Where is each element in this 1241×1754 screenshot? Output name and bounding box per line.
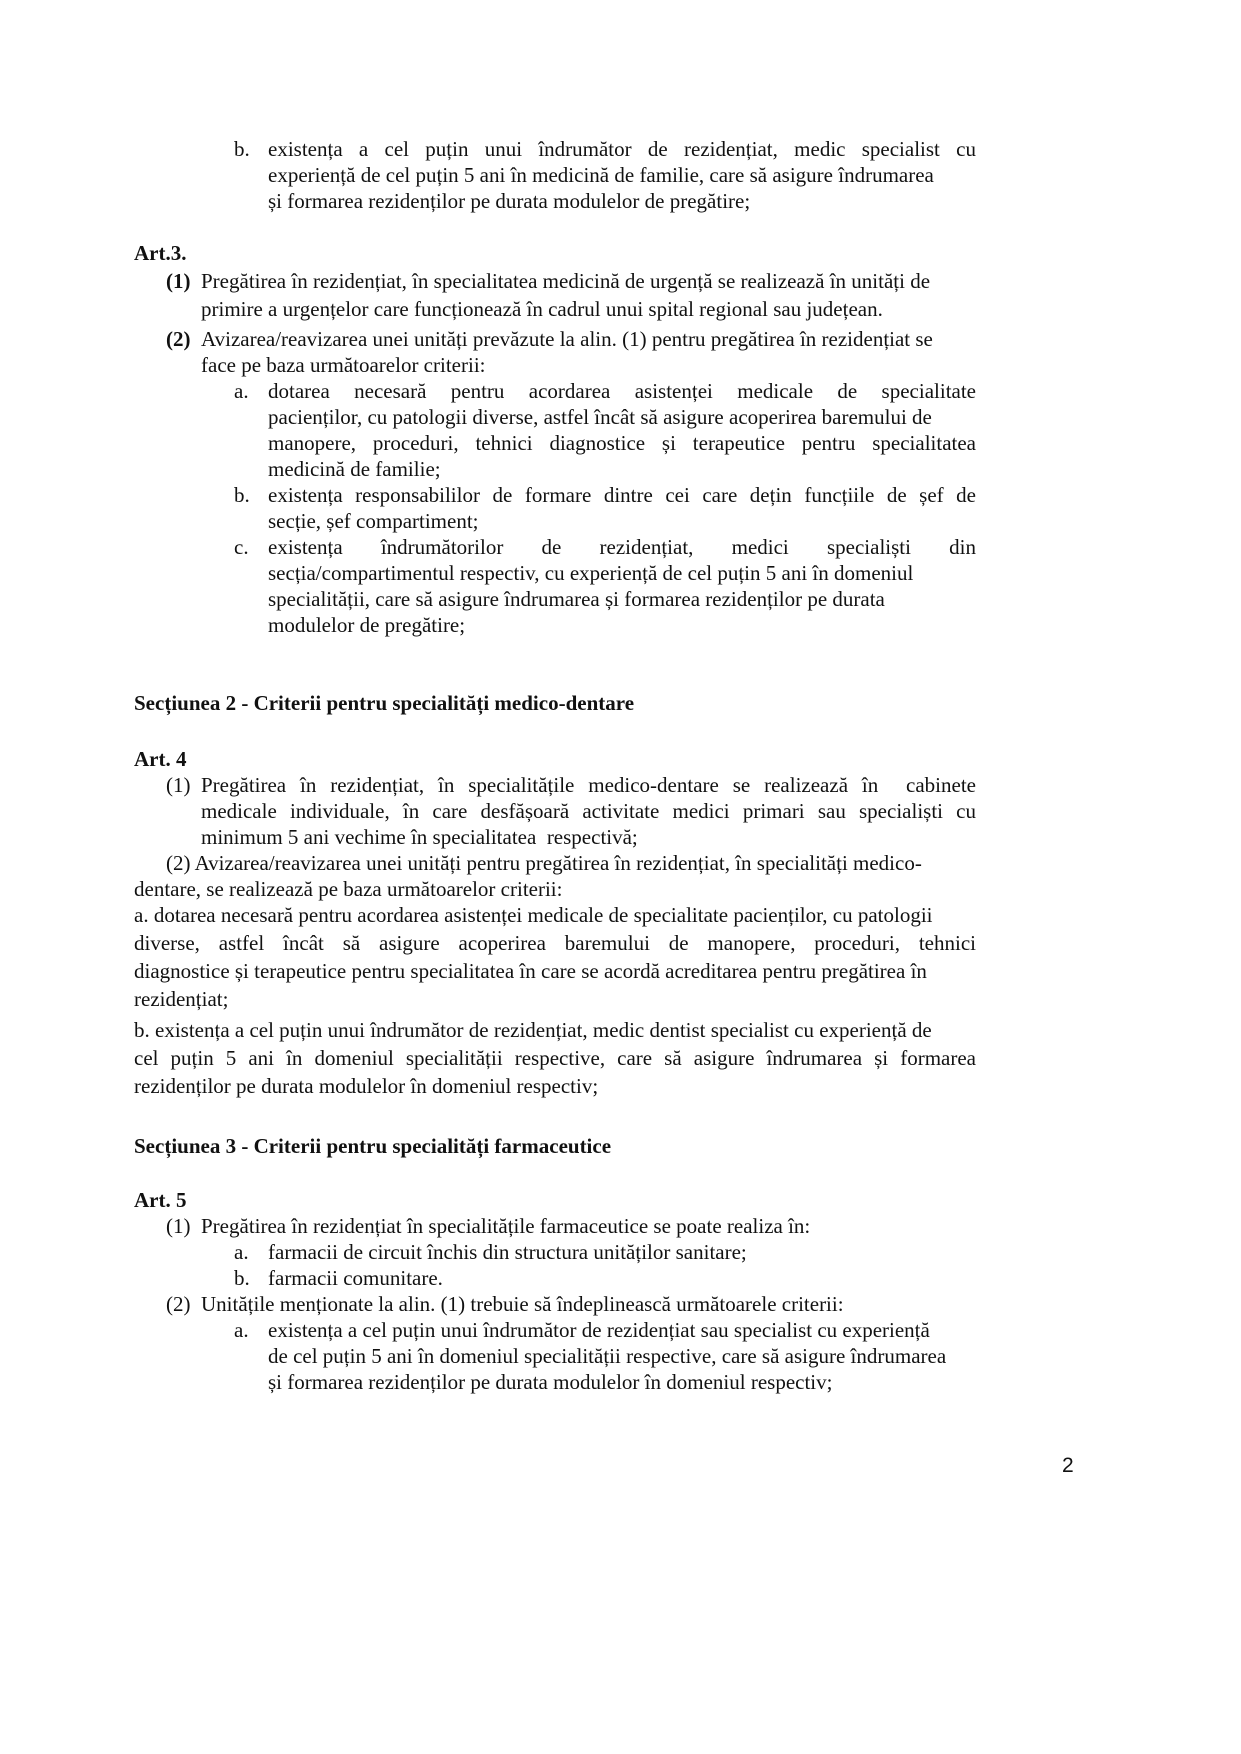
article-heading: Art.3.	[134, 241, 187, 265]
text-line: secția/compartimentul respectiv, cu experiență de cel puțin 5 ani în domeniul	[268, 561, 914, 585]
text-line: existența îndrumătorilor de rezidențiat, medici specialiști din	[268, 535, 976, 559]
paragraph-marker: (2)	[166, 327, 191, 351]
text-line: a. dotarea necesară pentru acordarea asistenței medicale de specialitate pacienților, cu patologii	[134, 903, 933, 927]
text-line: manopere, proceduri, tehnici diagnostice și terapeutice pentru specialitatea	[268, 431, 976, 455]
list-marker: b.	[234, 137, 250, 161]
text-line: diagnostice și terapeutice pentru specialitatea în care se acordă acreditarea pentru pregătirea în	[134, 959, 927, 983]
text-line: Avizarea/reavizarea unei unități prevăzute la alin. (1) pentru pregătirea în rezidențiat se	[201, 327, 933, 351]
list-marker: b.	[234, 483, 250, 507]
text-line: rezidenților pe durata modulelor în domeniul respectiv;	[134, 1074, 599, 1098]
text-line: b. existența a cel puțin unui îndrumător de rezidențiat, medic dentist specialist cu experiență de	[134, 1018, 932, 1042]
text-line: existența responsabililor de formare dintre cei care dețin funcțiile de șef de	[268, 483, 976, 507]
text-line: Unitățile menționate la alin. (1) trebuie să îndeplinească următoarele criterii:	[201, 1292, 844, 1316]
section-heading: Secțiunea 2 - Criterii pentru specialități medico-dentare	[134, 691, 635, 715]
text-line: modulelor de pregătire;	[268, 613, 466, 637]
text-line: experiență de cel puțin 5 ani în medicină de familie, care să asigure îndrumarea	[268, 163, 934, 187]
text-line: diverse, astfel încât să asigure acoperirea baremului de manopere, proceduri, tehnici	[134, 931, 976, 955]
text-line: de cel puțin 5 ani în domeniul specialității respective, care să asigure îndrumarea	[268, 1344, 947, 1368]
list-marker: a.	[234, 1240, 249, 1264]
section-heading: Secțiunea 3 - Criterii pentru specialități farmaceutice	[134, 1134, 612, 1158]
text-line: specialității, care să asigure îndrumarea și formarea rezidenților pe durata	[268, 587, 885, 611]
text-line: și formarea rezidenților pe durata modulelor în domeniul respectiv;	[268, 1370, 833, 1394]
list-marker: c.	[234, 535, 249, 559]
list-marker: a.	[234, 1318, 249, 1342]
text-line: medicină de familie;	[268, 457, 441, 481]
article-heading: Art. 4	[134, 747, 187, 771]
text-line: (2) Avizarea/reavizarea unei unități pentru pregătirea în rezidențiat, în specialități medico-	[166, 851, 922, 875]
text-line: existența a cel puțin unui îndrumător de rezidențiat, medic specialist cu	[268, 137, 976, 161]
text-line: și formarea rezidenților pe durata modulelor de pregătire;	[268, 189, 751, 213]
text-line: secție, șef compartiment;	[268, 509, 479, 533]
paragraph-marker: (2)	[166, 1292, 191, 1316]
paragraph-marker: (1)	[166, 773, 191, 797]
text-line: face pe baza următoarelor criterii:	[201, 353, 486, 377]
text-line: minimum 5 ani vechime în specialitatea respectivă;	[201, 825, 638, 849]
text-line: dotarea necesară pentru acordarea asistenței medicale de specialitate	[268, 379, 976, 403]
text-line: rezidențiat;	[134, 987, 229, 1011]
text-line: primire a urgențelor care funcționează în cadrul unui spital regional sau județean.	[201, 297, 883, 321]
text-line: pacienților, cu patologii diverse, astfel încât să asigure acoperirea baremului de	[268, 405, 932, 429]
text-line: farmacii comunitare.	[268, 1266, 443, 1290]
text-line: Pregătirea în rezidențiat, în specialitățile medico-dentare se realizează în cabinete	[201, 773, 976, 797]
article-heading: Art. 5	[134, 1188, 187, 1212]
text-line: dentare, se realizează pe baza următoarelor criterii:	[134, 877, 563, 901]
text-line: cel puțin 5 ani în domeniul specialității respective, care să asigure îndrumarea și formarea	[134, 1046, 976, 1070]
list-marker: b.	[234, 1266, 250, 1290]
page-number: 2	[1062, 1454, 1074, 1477]
paragraph-marker: (1)	[166, 269, 191, 293]
text-line: existența a cel puțin unui îndrumător de rezidențiat sau specialist cu experiență	[268, 1318, 930, 1342]
text-line: Pregătirea în rezidențiat în specialitățile farmaceutice se poate realiza în:	[201, 1214, 811, 1238]
paragraph-marker: (1)	[166, 1214, 191, 1238]
text-line: farmacii de circuit închis din structura unităților sanitare;	[268, 1240, 747, 1264]
list-marker: a.	[234, 379, 249, 403]
text-line: Pregătirea în rezidențiat, în specialitatea medicină de urgență se realizează în unități de	[201, 269, 931, 293]
text-line: medicale individuale, în care desfășoară activitate medici primari sau specialiști cu	[201, 799, 976, 823]
